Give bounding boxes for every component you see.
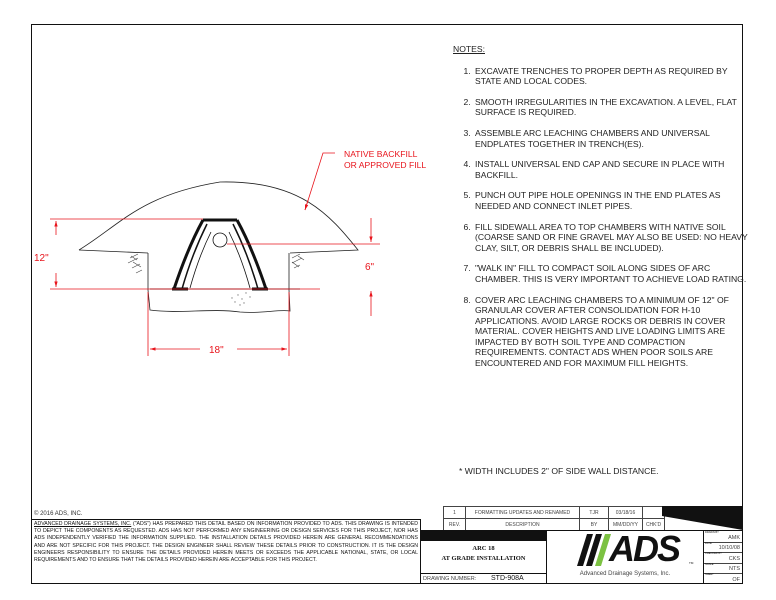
note-item: 5. PUNCH OUT PIPE HOLE OPENINGS IN THE END PLATES AS NEEDED AND CONNECT INLET PIPES.	[473, 190, 753, 211]
company-name: Advanced Drainage Systems, Inc.	[579, 571, 671, 577]
installation-section-drawing	[0, 0, 440, 380]
header-rev: REV.	[444, 519, 466, 531]
rev-date: 03/18/16	[609, 507, 643, 519]
header-date: MM/DD/YY	[609, 519, 643, 531]
backfill-base	[79, 250, 148, 253]
field-label: DATE	[705, 541, 712, 545]
field-label: CHECKED BY	[705, 552, 722, 556]
disclaimer-company: ADVANCED DRAINAGE SYSTEMS, INC.	[34, 521, 132, 527]
drawing-number: STD-908A	[491, 575, 524, 582]
title-box	[420, 530, 547, 584]
drawing-title-line1: ARC 18	[472, 545, 495, 552]
field-value: OF	[732, 576, 740, 583]
dimension-18in: 18"	[209, 345, 224, 356]
field-value: CKS	[728, 555, 740, 562]
gravel-stipple	[231, 292, 250, 305]
dimension-12in: 12"	[34, 253, 49, 264]
drawing-info-block	[703, 530, 743, 584]
title-wedge	[662, 506, 743, 530]
note-item: 1. EXCAVATE TRENCHES TO PROPER DEPTH AS REQUIRED BY STATE AND LOCAL CODES.	[473, 66, 753, 87]
notes-title: NOTES:	[453, 44, 485, 54]
field-label: DRAWN BY	[705, 531, 719, 534]
notes-section	[453, 44, 753, 379]
disclaimer	[31, 519, 421, 584]
callout-line1: NATIVE BACKFILL	[344, 149, 418, 159]
disclaimer-text: ("ADS") HAS PREPARED THIS DETAIL BASED ON INFORMATION PROVIDED TO ADS. THIS DRAWING IS INTENDED TO DEPICT THE COMPONENTS AS REQUESTED. ADS HAS NOT PERFORMED ANY ENGINEERING OR DESIGN SERVICES FOR THIS PROJECT, NOR HAS ADS INDEPENDENTLY VERIFIED THE INFORMATION SUPPLIED. THE INSTALLATION DETAILS PROVIDED HEREIN ARE GENERAL RECOMMENDATIONS AND ARE NOT SPECIFIC FOR THIS PROJECT. THE DESIGN ENGINEER SHALL REVIEW THESE DETAILS PRIOR TO CONSTRUCTION. IT IS THE DESIGN ENGINEERS RESPONSIBILITY TO ENSURE THE DETAILS PROVIDED HEREIN MEETS OR EXCEEDS THE APPLICABLE NATIONAL, STATE, OR LOCAL REQUIREMENTS AND TO ENSURE THAT THE DETAILS PROVIDED HEREIN ARE ACCEPTABLE FOR THIS PROJECT.	[34, 521, 418, 564]
drawing-number-row	[421, 573, 546, 585]
title-bar	[421, 531, 546, 541]
drawing-number-label: DRAWING NUMBER:	[423, 576, 477, 582]
dimension-6in: 6"	[365, 262, 375, 273]
note-item: 6. FILL SIDEWALL AREA TO TOP CHAMBERS WITH NATIVE SOIL (COARSE SAND OR FINE GRAVEL MAY ALSO BE USED: NO HEAVY CLAY, SILT, OR DEBRIS SHALL BE INCLUDED).	[473, 222, 753, 254]
header-checked: CHK'D	[643, 519, 665, 531]
note-item: 7. "WALK IN" FILL TO COMPACT SOIL ALONG SIDES OF ARC CHAMBER. THIS IS VERY IMPORTANT TO ACHIEVE LOAD RATING.	[473, 263, 753, 284]
callout-line2: OR APPROVED FILL	[344, 160, 427, 170]
logo-trademark: TM	[689, 561, 694, 565]
rev-number: 1	[444, 507, 466, 519]
rev-description: FORMATTING UPDATES AND RENAMED	[466, 507, 580, 519]
logo-stripes-icon	[577, 534, 611, 566]
field-value: AMK	[728, 534, 740, 541]
soil-hatch-icon	[128, 254, 304, 273]
table-row	[444, 507, 665, 519]
field-sheet	[704, 573, 742, 584]
dimension-lines	[50, 153, 380, 356]
arc-chamber	[172, 220, 268, 289]
header-description: DESCRIPTION	[466, 519, 580, 531]
drawing-title-line2: AT GRADE INSTALLATION	[441, 555, 526, 562]
note-item: 4. INSTALL UNIVERSAL END CAP AND SECURE IN PLACE WITH BACKFILL.	[473, 159, 753, 180]
backfill-mound	[79, 182, 358, 253]
header-by: BY	[580, 519, 609, 531]
ads-logo	[547, 530, 703, 585]
note-item: 8. COVER ARC LEACHING CHAMBERS TO A MINIMUM OF 12" OF GRANULAR COVER AFTER CONSOLIDATION FOR H-10 APPLICATIONS. AVOID LARGE ROCKS OR DEBRIS IN COVER MATERIAL. COVER HEIGHTS AND LIVE LOADING LIMITS ARE IMPACTED BY BOTH SOIL TYPE AND COMPACTION REQUIREMENTS. CONTACT ADS WHEN POOR SOILS ARE ENCOUNTERED AND FOR MAXIMUM FILL HEIGHTS.	[473, 295, 753, 369]
note-item: 2. SMOOTH IRREGULARITIES IN THE EXCAVATION. A LEVEL, FLAT SURFACE IS REQUIRED.	[473, 97, 753, 118]
inlet-pipe	[213, 233, 227, 247]
note-item: 3. ASSEMBLE ARC LEACHING CHAMBERS AND UNIVERSAL ENDPLATES TOGETHER IN TRENCH(ES).	[473, 128, 753, 149]
rev-by: TJR	[580, 507, 609, 519]
footnote: * WIDTH INCLUDES 2" OF SIDE WALL DISTANCE.	[459, 466, 659, 476]
logo-text: ADS	[609, 528, 680, 569]
trench-walls	[148, 253, 290, 312]
field-label: SCALE	[705, 562, 714, 566]
copyright: © 2016 ADS, INC.	[34, 511, 83, 517]
field-label: SHEET	[705, 573, 714, 577]
field-value: 10/10/08	[718, 545, 740, 552]
field-value: NTS	[729, 566, 740, 573]
